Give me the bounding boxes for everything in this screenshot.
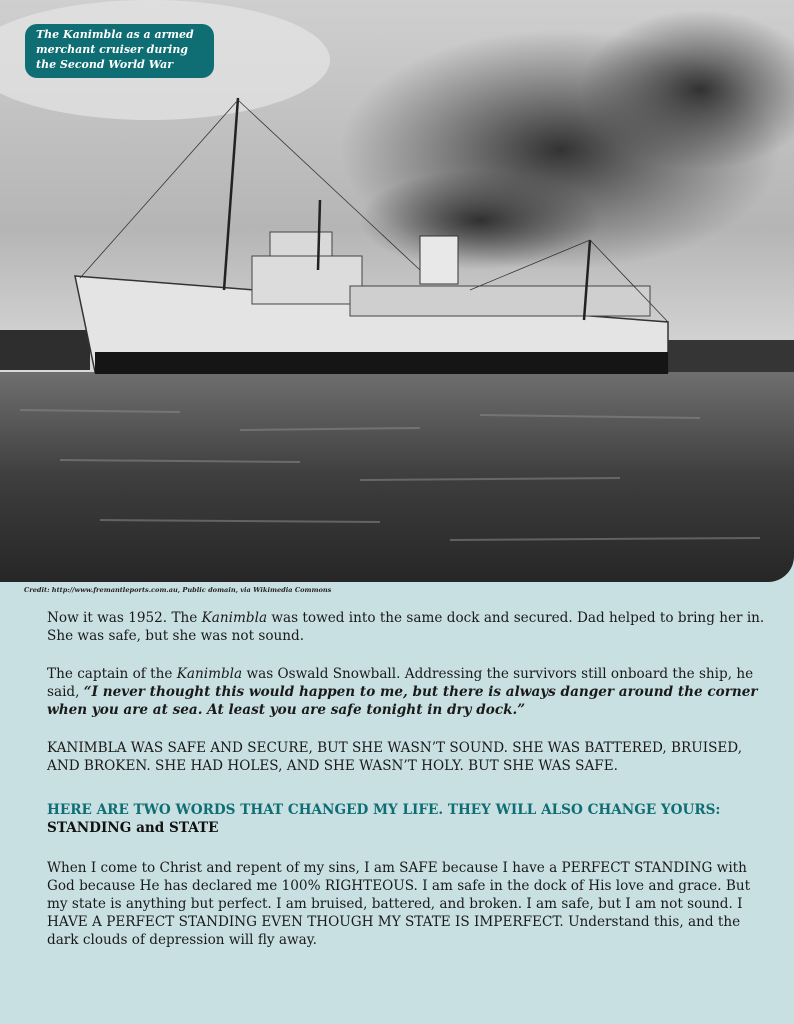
- photo-caption: The Kanimbla as a armed merchant cruiser during the Second World War: [25, 24, 214, 78]
- paragraph-5: When I come to Christ and repent of my sins, I am SAFE because I have a PERFECT STANDING with God because He has declared me 100% RIGHTEOUS. I am safe in the dock of His love and grace. But my state is anything but perfect. I am bruised, battered, and broken. I am safe, but I am not sound. I HAVE A PERFECT STANDING EVEN THOUGH MY STATE IS IMPERFECT. Understand this, and the dark clouds of depression will fly away.: [47, 860, 751, 948]
- paragraph-2-text-b: was Oswald Snowball. Addressing the survivors still onboard the ship, he said,: [47, 666, 754, 700]
- captain-quote: “I never thought this would happen to me, but there is always danger around the corner when you are at sea. At least you are safe tonight in dry dock.”: [47, 684, 758, 718]
- paragraph-3: KANIMBLA WAS SAFE AND SECURE, BUT SHE WASN’T SOUND. SHE WAS BATTERED, BRUISED, AND BROKEN. SHE HAD HOLES, AND SHE WASN’T HOLY. BUT SHE WAS SAFE.: [47, 740, 743, 774]
- paragraph-1-text-b: was towed into the same dock and secured. Dad helped to bring her in. She was safe, but she was not sound.: [47, 610, 765, 644]
- ship-name: Kanimbla: [176, 666, 243, 682]
- photo-credit: Credit: http://www.fremantleports.com.au, Public domain, via Wikimedia Commons: [24, 586, 332, 594]
- section-heading-teal: HERE ARE TWO WORDS THAT CHANGED MY LIFE. THEY WILL ALSO CHANGE YOURS:: [47, 802, 721, 818]
- ship-name: Kanimbla: [201, 610, 268, 626]
- paragraph-2: [47, 665, 767, 719]
- section-heading: [47, 801, 767, 837]
- paragraph-1-text-a: Now it was 1952. The: [47, 610, 202, 626]
- paragraph-2-text-a: The captain of the: [47, 666, 177, 682]
- section-heading-keywords: STANDING and STATE: [47, 820, 219, 836]
- paragraph-1: [47, 609, 767, 645]
